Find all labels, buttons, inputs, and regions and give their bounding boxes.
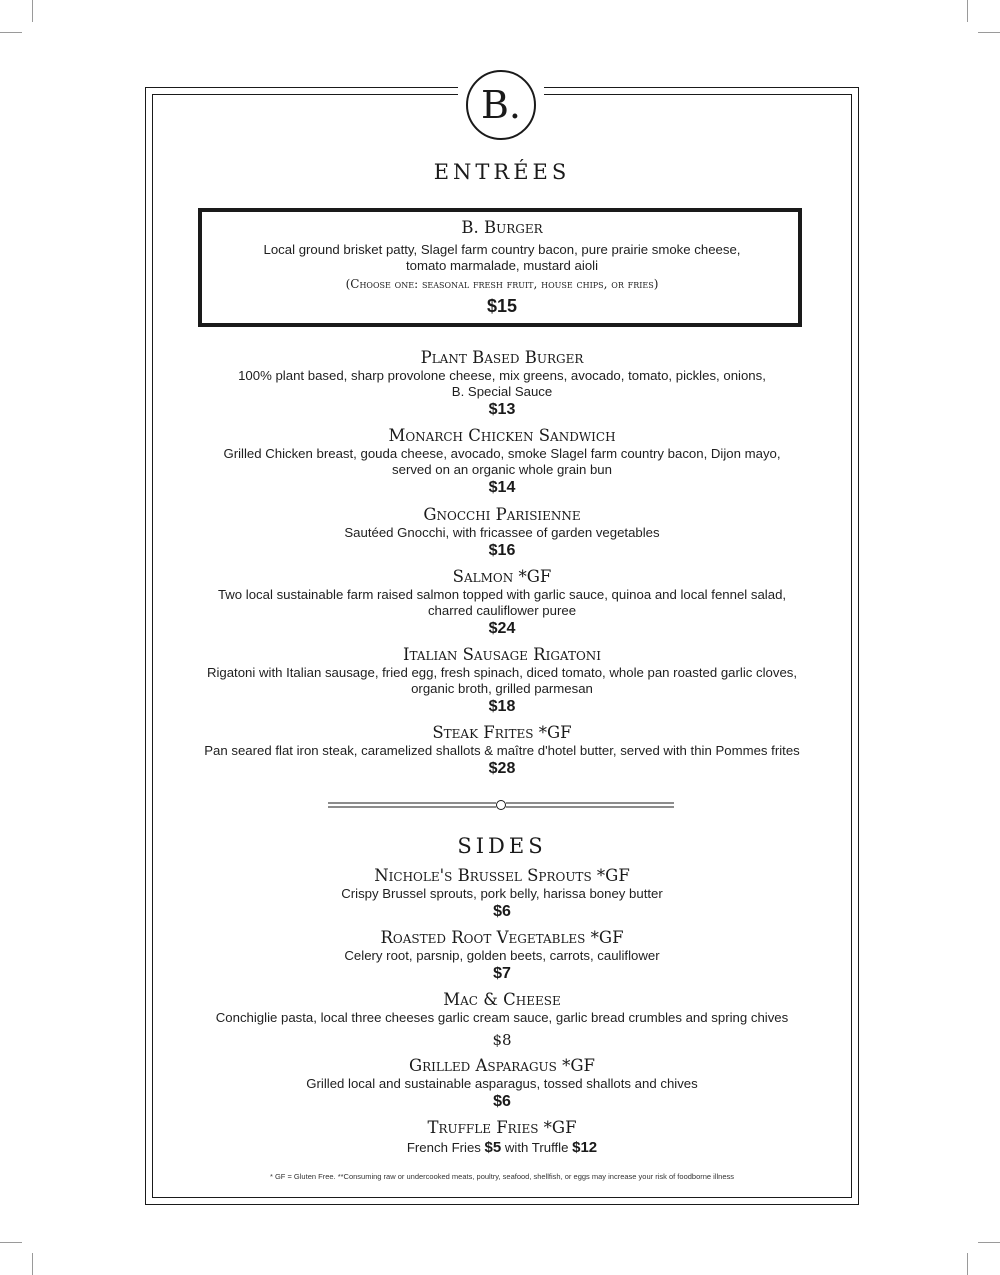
crop-mark	[0, 32, 22, 33]
item-price: $16	[488, 542, 516, 559]
crop-mark	[978, 1242, 1000, 1243]
footnote: * GF = Gluten Free. **Consuming raw or undercooked meats, poultry, seafood, shellfish, or eggs may increase your risk of foodborne illness	[269, 1172, 735, 1181]
price-label: French Fries	[406, 1140, 481, 1155]
logo-text: B.	[480, 83, 521, 127]
price-label: with Truffle	[504, 1140, 569, 1155]
menu-item	[152, 723, 852, 779]
menu-item	[152, 348, 852, 420]
item-description: served on an organic whole grain bun	[392, 462, 612, 477]
item-price: $14	[488, 479, 516, 496]
item-description: Conchiglie pasta, local three cheeses garlic cream sauce, garlic bread crumbles and spring chives	[215, 1010, 789, 1025]
item-description: Celery root, parsnip, golden beets, carrots, cauliflower	[344, 948, 660, 963]
item-price: $15	[486, 296, 518, 316]
item-name: Salmon *GF	[452, 567, 552, 586]
item-price-line	[152, 1140, 852, 1156]
item-description: 100% plant based, sharp provolone cheese, mix greens, avocado, tomato, pickles, onions,	[238, 368, 766, 383]
crop-mark	[32, 0, 33, 22]
item-description: Sautéed Gnocchi, with fricassee of garden vegetables	[344, 525, 660, 540]
item-name: Monarch Chicken Sandwich	[388, 426, 616, 445]
item-name: Roasted Root Vegetables *GF	[380, 928, 624, 947]
crop-mark	[0, 1242, 22, 1243]
menu-item	[152, 505, 852, 561]
item-description: tomato marmalade, mustard aioli	[405, 258, 599, 273]
item-price: $6	[493, 1093, 511, 1110]
item-price: $18	[488, 698, 516, 715]
item-description: Crispy Brussel sprouts, pork belly, harissa boney butter	[341, 886, 663, 901]
logo-badge	[466, 70, 536, 140]
side-item	[152, 1056, 852, 1112]
item-description: Grilled local and sustainable asparagus, tossed shallots and chives	[306, 1076, 698, 1091]
item-name: Plant Based Burger	[420, 348, 584, 367]
item-description: Pan seared flat iron steak, caramelized shallots & maître d'hotel butter, served with thin Pommes frites	[204, 743, 800, 758]
item-price: $24	[488, 620, 516, 637]
item-name: Mac & Cheese	[443, 990, 561, 1009]
side-item	[152, 990, 852, 1050]
item-description: Rigatoni with Italian sausage, fried egg, fresh spinach, diced tomato, whole pan roasted garlic cloves,	[206, 665, 798, 680]
section-divider	[328, 800, 674, 810]
sides-title: SIDES	[457, 834, 547, 858]
item-description: organic broth, grilled parmesan	[411, 681, 593, 696]
item-price: $28	[488, 760, 516, 777]
item-price: $6	[493, 903, 511, 920]
item-name: Nichole's Brussel Sprouts *GF	[374, 866, 630, 885]
crop-mark	[967, 0, 968, 22]
menu-item	[152, 567, 852, 639]
item-description: Grilled Chicken breast, gouda cheese, avocado, smoke Slagel farm country bacon, Dijon mayo,	[223, 446, 781, 461]
item-description: Local ground brisket patty, Slagel farm country bacon, pure prairie smoke cheese,	[263, 242, 741, 257]
item-description: B. Special Sauce	[451, 384, 553, 399]
item-description: charred cauliflower puree	[427, 603, 577, 618]
menu-item	[152, 645, 852, 717]
item-name: Steak Frites *GF	[432, 723, 572, 742]
crop-mark	[967, 1253, 968, 1275]
crop-mark	[32, 1253, 33, 1275]
item-name: Grilled Asparagus *GF	[408, 1056, 596, 1075]
item-name: Truffle Fries *GF	[427, 1118, 577, 1137]
item-description: Two local sustainable farm raised salmon topped with garlic sauce, quinoa and local fennel salad,	[217, 587, 787, 602]
side-item	[152, 866, 852, 922]
featured-item	[152, 218, 852, 316]
item-note: (Choose one: seasonal fresh fruit, house chips, or fries)	[345, 277, 659, 291]
item-name: Gnocchi Parisienne	[423, 505, 581, 524]
side-item	[152, 1118, 852, 1156]
item-name: B. Burger	[461, 218, 543, 237]
item-price: $7	[493, 965, 511, 982]
item-price: $12	[572, 1139, 598, 1156]
crop-mark	[978, 32, 1000, 33]
item-price: $5	[484, 1139, 502, 1156]
side-item	[152, 928, 852, 984]
menu-item	[152, 426, 852, 498]
item-price: $13	[488, 401, 516, 418]
item-price: $8	[492, 1031, 512, 1049]
item-name: Italian Sausage Rigatoni	[402, 645, 602, 664]
entrees-title: ENTRÉES	[433, 160, 571, 184]
